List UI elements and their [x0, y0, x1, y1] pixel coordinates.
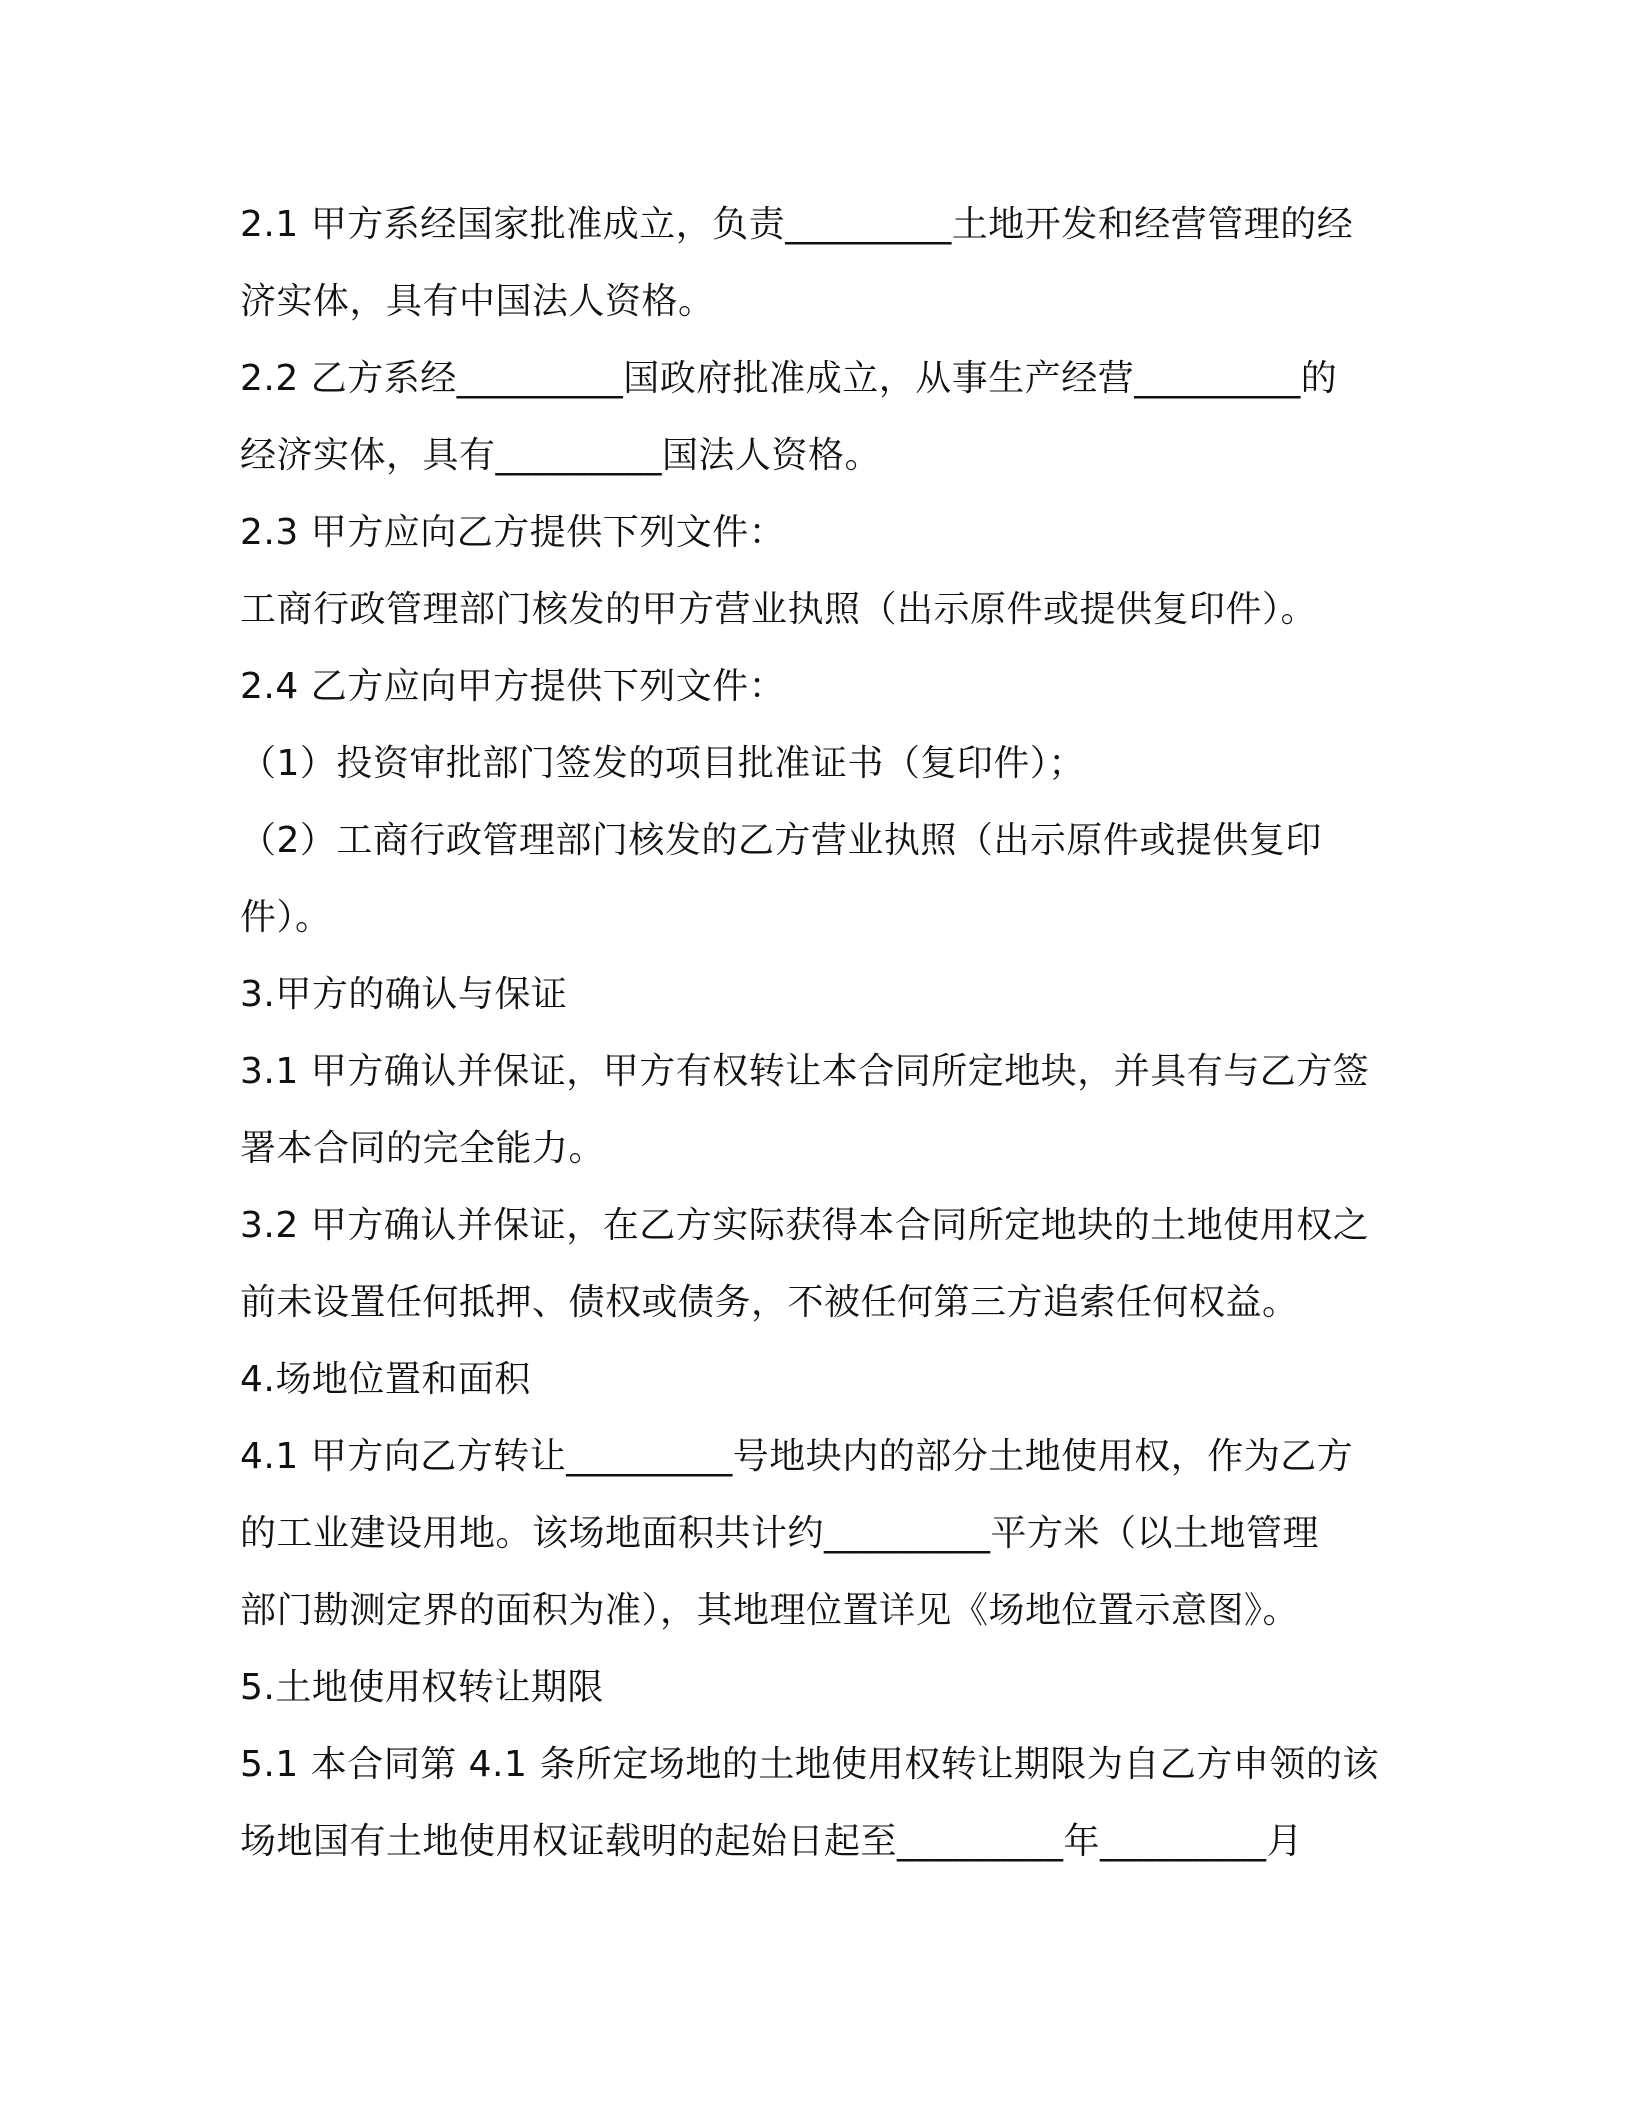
section-heading: 4.场地位置和面积	[240, 1359, 531, 1400]
text-line: 5.1 本合同第 4.1 条所定场地的土地使用权转让期限为自乙方申领的该	[240, 1744, 1379, 1785]
text-line: 前未设置任何抵押、债权或债务，不被任何第三方追索任何权益。	[240, 1282, 1299, 1323]
text-line: （1）投资审批部门签发的项目批准证书（复印件）；	[240, 743, 1085, 784]
text-line: （2）工商行政管理部门核发的乙方营业执照（出示原件或提供复印	[240, 820, 1322, 861]
text-line: 署本合同的完全能力。	[240, 1128, 606, 1169]
text-line: 场地国有土地使用权证载明的起始日起至_________年_________月	[240, 1821, 1304, 1862]
text-line: 部门勘测定界的面积为准），其地理位置详见《场地位置示意图》。	[240, 1590, 1300, 1631]
section-heading: 5.土地使用权转让期限	[240, 1667, 604, 1708]
text-line: 工商行政管理部门核发的甲方营业执照（出示原件或提供复印件）。	[240, 589, 1318, 630]
text-line: 的工业建设用地。该场地面积共计约_________平方米（以土地管理	[240, 1513, 1320, 1554]
document-page	[240, 186, 1390, 1880]
text-line: 2.1 甲方系经国家批准成立，负责_________土地开发和经营管理的经	[240, 204, 1354, 245]
section-heading: 3.甲方的确认与保证	[240, 974, 568, 1015]
text-line: 2.3 甲方应向乙方提供下列文件：	[240, 512, 786, 553]
text-line: 件）。	[240, 897, 332, 938]
text-line: 经济实体，具有_________国法人资格。	[240, 435, 882, 476]
text-line: 2.4 乙方应向甲方提供下列文件：	[240, 666, 786, 707]
text-line: 2.2 乙方系经_________国政府批准成立，从事生产经营_________的	[240, 358, 1338, 399]
text-line: 3.1 甲方确认并保证，甲方有权转让本合同所定地块，并具有与乙方签	[240, 1051, 1370, 1092]
text-line: 4.1 甲方向乙方转让_________号地块内的部分土地使用权，作为乙方	[240, 1436, 1354, 1477]
text-line: 济实体，具有中国法人资格。	[240, 281, 715, 322]
text-line: 3.2 甲方确认并保证，在乙方实际获得本合同所定地块的土地使用权之	[240, 1205, 1370, 1246]
